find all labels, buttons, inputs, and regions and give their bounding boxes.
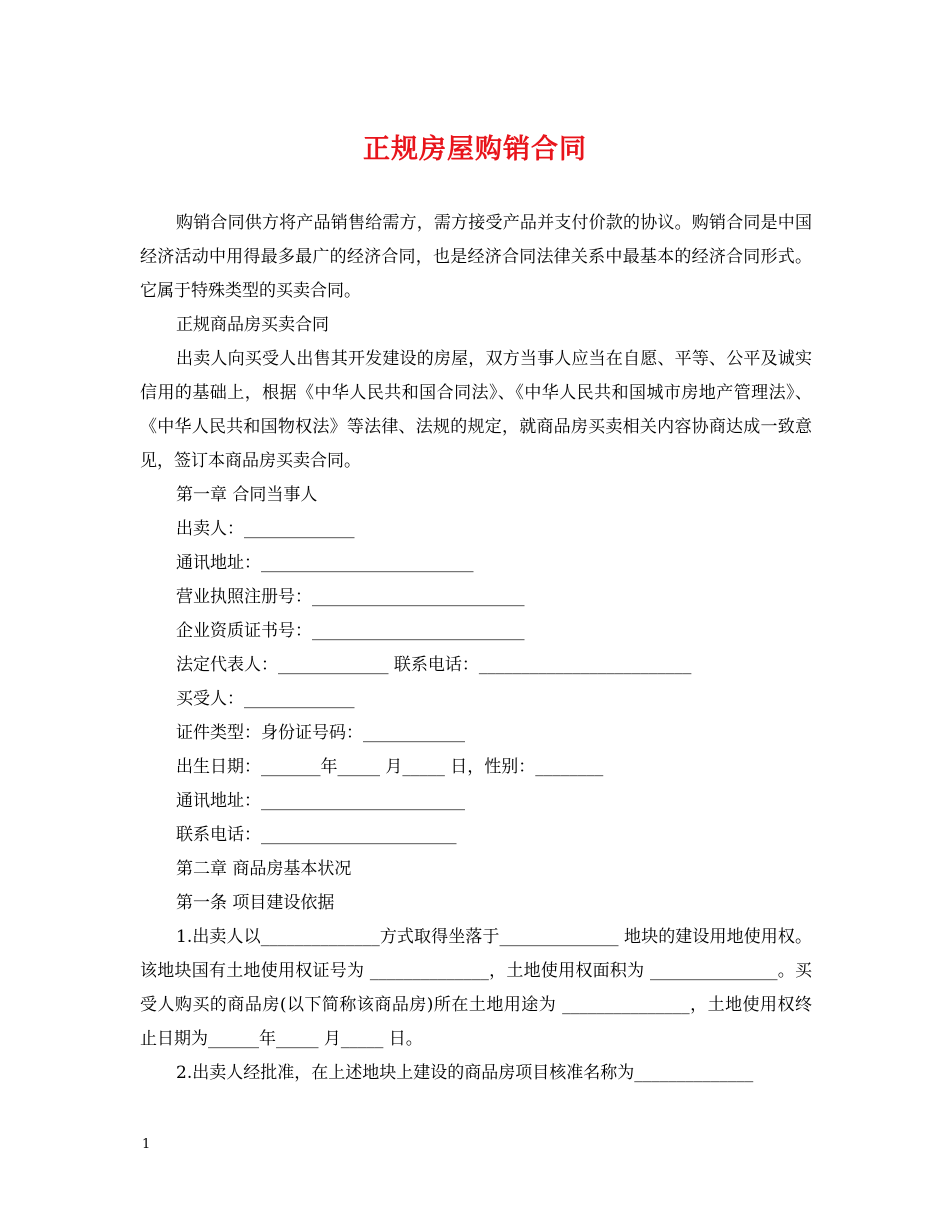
field-buyer-phone: 联系电话：_______________________ bbox=[176, 825, 457, 845]
document-title: 正规房屋购销合同 bbox=[363, 134, 587, 165]
field-seller: 出卖人：_____________ bbox=[176, 519, 355, 539]
field-seller-address: 通讯地址：_________________________ bbox=[176, 553, 474, 573]
clause-1-paragraph: 1.出卖人以______________方式取得坐落于______________ 地块的建设用地使用权。该地块国有土地使用权证号为 ______________，土地使用权面积为 _______________。买受人购买的商品房(以下简称该商品房)所在土地用途为 _______________，土地使用权终止日期为______年_____ 月_____ 日。 bbox=[140, 927, 812, 1049]
chapter-2-heading: 第二章 商品房基本状况 bbox=[176, 859, 352, 879]
field-buyer-address: 通讯地址：________________________ bbox=[176, 791, 465, 811]
article-1-heading: 第一条 项目建设依据 bbox=[176, 893, 335, 913]
intro-paragraph: 购销合同供方将产品销售给需方，需方接受产品并支付价款的协议。购销合同是中国经济活动中用得最多最广的经济合同，也是经济合同法律关系中最基本的经济合同形式。它属于特殊类型的买卖合同。 bbox=[140, 213, 812, 301]
chapter-1-heading: 第一章 合同当事人 bbox=[176, 485, 318, 505]
field-id-type: 证件类型：身份证号码：____________ bbox=[176, 723, 465, 743]
field-buyer: 买受人：_____________ bbox=[176, 689, 355, 709]
field-birth-gender: 出生日期：_______年_____ 月_____ 日，性别：________ bbox=[176, 757, 604, 777]
page-number: 1 bbox=[142, 1137, 151, 1152]
field-qualification-cert: 企业资质证书号：_________________________ bbox=[176, 621, 525, 641]
contract-subtitle: 正规商品房买卖合同 bbox=[176, 315, 329, 335]
clause-2-paragraph: 2.出卖人经批准，在上述地块上建设的商品房项目核准名称为______________ bbox=[176, 1063, 754, 1083]
preamble-paragraph: 出卖人向买受人出售其开发建设的房屋，双方当事人应当在自愿、平等、公平及诚实信用的基础上，根据《中华人民共和国合同法》、《中华人民共和国城市房地产管理法》、《中华人民共和国物权法》等法律、法规的规定，就商品房买卖相关内容协商达成一致意见，签订本商品房买卖合同。 bbox=[140, 349, 812, 471]
document-body bbox=[140, 206, 812, 1090]
field-business-license: 营业执照注册号：_________________________ bbox=[176, 587, 525, 607]
field-legal-rep-phone: 法定代表人：_____________ 联系电话：_________________________ bbox=[176, 655, 692, 675]
